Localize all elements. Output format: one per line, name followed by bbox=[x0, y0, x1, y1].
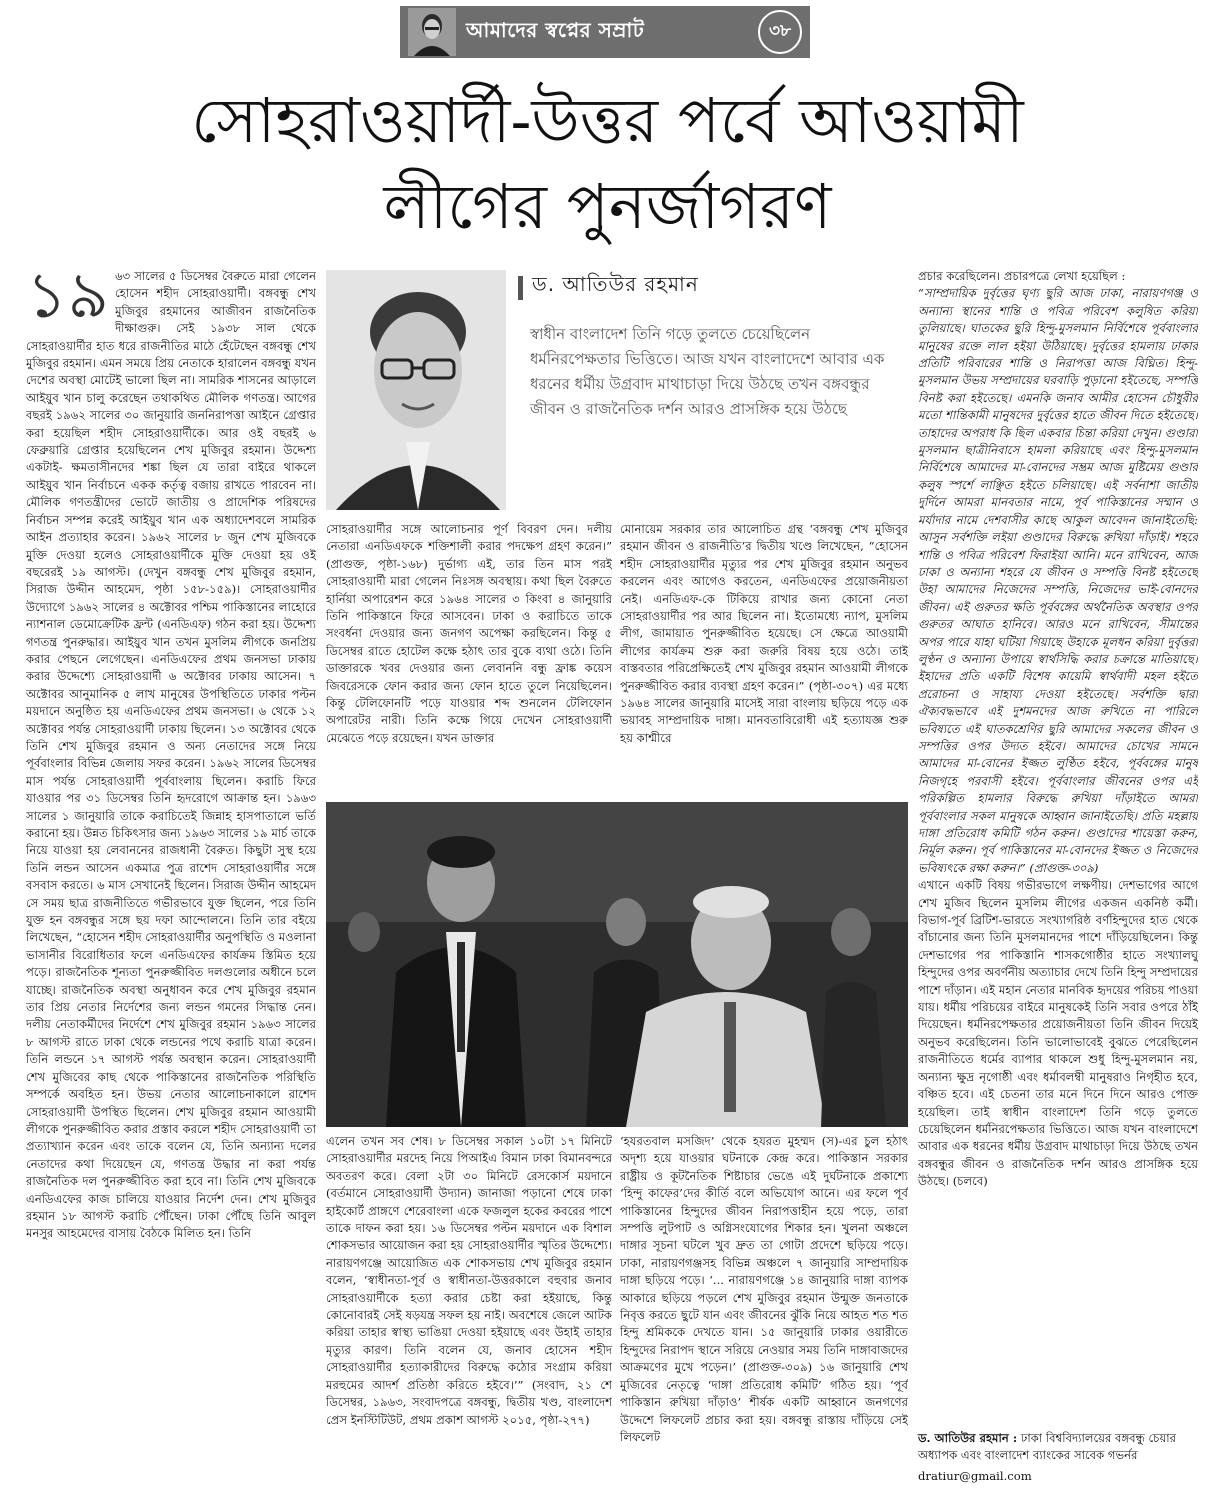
series-title: আমাদের স্বপ্নের সম্রাট bbox=[466, 17, 645, 42]
leaflet-quote-text: “সাম্প্রদায়িক দুর্বৃত্তের ঘৃণ্য ছুরি আজ ঢাকা, নারায়ণগঞ্জ ও অন্যান্য স্থানের শান্তি ও পবিত্র পরিবেশ কলুষিত করিয়া তুলিয়াছে। ঘাতকের ছুরি হিন্দু-মুসলমান নির্বিশেষে পূর্ববাংলার মানুষের রক্তে লাল হইয়া উঠিয়াছে। দুর্বৃত্তের হামলায় ঢাকার প্রতিটি পরিবারের শান্তি ও নিরাপত্তা আজ বিঘ্নিত। হিন্দু-মুসলমান উভয় সম্প্রদায়ের ঘরবাড়ি পুড়ানো হইতেছে, সম্পত্তি বিনষ্ট করা হইতেছে। এমনকি জনাব আমীর হোসেন চৌধুরীর মতো শান্তিকামী মানুষদের দুর্বৃত্তের হাতে জীবন দিতে হইতেছে। তাহাদের অপরাধ কি ছিল একবার চিন্তা করিয়া দেখুন। গুণ্ডারা মুসলমান ছাত্রীনিবাসে হামলা করিয়াছে এবং হিন্দু-মুসলমান নির্বিশেষে আমাদের মা-বোনদের সম্ভ্রম আজ মুষ্টিমেয় গুণ্ডার কলুষ স্পর্শে লাঞ্ছিত হইতে চলিয়াছে। এই সর্বনাশা জাতীয় দুর্দিনে আমরা মানবতার নামে, পূর্ব পাকিস্তানের সম্মান ও মর্যাদার নামে দেশবাসীর কাছে আকুল আবেদন জানাইতেছি: আসুন সর্বশক্তি লইয়া গুণ্ডাদের বিরুদ্ধে রুখিয়া দাঁড়াই। শহরে শান্তি ও পবিত্র পরিবেশ ফিরাইয়া আনি। মনে রাখিবেন, আজ ঢাকা ও অন্যান্য শহরে যে জীবন ও সম্পত্তি বিনষ্ট হইতেছে উহা আমাদের নিজেদের সম্পত্তি, নিজেদের ভাই-বোনদের জীবন। এই গুরুতর ক্ষতি পূর্ববঙ্গের অর্থনৈতিক অবস্থার ওপর গুরুতর আঘাত হানিবে। আরও মনে রাখিবেন, সীমান্তের অপর পারে যাহা ঘটিয়া গিয়াছে উহাকে মূলধন করিয়া দুর্বৃত্তরা লুণ্ঠন ও অন্যান্য উপায়ে স্বার্থসিদ্ধি করার চক্রান্তে মাতিয়াছে। ইহাদের প্রতি একটি বিশেষ কায়েমি স্বার্থবাদী মহল হইতে প্ররোচনা ও সাহায্য দেওয়া হইতেছে। সর্বশক্তি দ্বারা ঐক্যবদ্ধভাবে এই দুশমনদের আজ রুখিতে না পারিলে ভবিষ্যতে এই ঘাতকশ্রেণির ছুরি আমাদের সকলের জীবন ও সম্পত্তির ওপর উদ্যত হইবে। আমাদের চোখের সামনে আমাদের মা-বোনের ইজ্জত লুণ্ঠিত হইবে, পূর্ববঙ্গের মানুষ নিজগৃহে পরবাসী হইবে। পূর্ববাংলার জীবনের ওপর এই পরিকল্পিত হামলার বিরুদ্ধে রুখিয়া দাঁড়াইতে আমরা পূর্ববাংলার সকল মানুষকে আহ্বান জানাইতেছি। প্রতি মহল্লায় দাঙ্গা প্রতিরোধ কমিটি গঠন করুন। গুণ্ডাদের শায়েস্তা করুন, নির্মূল করুন। পূর্ব পাকিস্তানের মা-বোনদের ইজ্জত ও নিজেদের ভবিষ্যৎকে রক্ষা করুন।” bbox=[918, 286, 1198, 875]
author-note-bio: ঢাকা বিশ্ববিদ্যালয়ের বঙ্গবন্ধু চেয়ার অধ্যাপক এবং বাংলাদেশ ব্যাংকের সাবেক গভর্নর bbox=[918, 1431, 1177, 1462]
headline-line1: সোহরাওয়ার্দী-উত্তর পর্বে আওয়ামী bbox=[191, 84, 1024, 157]
drop-cap: ১৯ bbox=[26, 268, 110, 333]
byline: ড. আতিউর রহমান bbox=[532, 272, 699, 296]
article-column-right bbox=[918, 268, 1198, 1418]
archival-photo bbox=[326, 802, 908, 1127]
leaflet-quote-source: (প্রাগুক্ত-৩০৯) bbox=[1025, 860, 1099, 875]
headline-line2: লীগের পুনর্জাগরণ bbox=[383, 170, 832, 243]
series-banner bbox=[400, 6, 810, 58]
article-column-mid1-upper bbox=[326, 521, 612, 795]
article-column-mid1-lower bbox=[326, 1133, 612, 1488]
mid2-upper-text: মোনায়েম সরকার তার আলোচিত গ্রন্থ ‘বঙ্গবন্ধু শেখ মুজিবুর রহমান জীবন ও রাজনীতি’র দ্বিতীয় খণ্ডে লিখেছেন, “হোসেন শহীদ সোহরাওয়ার্দীর মৃত্যুর পর শেখ মুজিবুর রহমান অনুভব করলেন এবং আগেও করতেন, এনডিএফের প্রয়োজনীয়তা নেই। এনডিএফ-কে টিকিয়ে রাখার জন্য কোনো নেতা সোহরাওয়ার্দীর পর আর ছিলেন না। ইতোমধ্যে ন্যাপ, মুসলিম লীগ, জামায়াত পুনরুজ্জীবিত হয়েছে। সে ক্ষেত্রে আওয়ামী লীগের কার্যক্রম শুরু করা জরুরি বিষয় হয়ে ওঠে। তাই বাস্তবতার পরিপ্রেক্ষিতেই শেখ মুজিবুর রহমান আওয়ামী লীগকে পুনরুজ্জীবিত করার ব্যবস্থা গ্রহণ করেন।” (পৃষ্ঠা-৩০৭) এর মধ্যে ১৯৬৪ সালের জানুয়ারি মাসেই সারা বাংলায় ছড়িয়ে পড়ে এক ভয়াবহ সাম্প্রদায়িক দাঙ্গা। মানবতাবিরোধী এই হত্যাযজ্ঞ শুরু হয় কাশ্মীরে bbox=[620, 522, 908, 745]
mid2-lower-text: ‘হযরতবাল মসজিদ’ থেকে হযরত মুহম্মদ (স)-এর চুল হঠাৎ অদৃশ্য হয়ে যাওয়ার ঘটনাকে কেন্দ্র করে। পাকিস্তান সরকার রাষ্ট্রীয় ও কূটনৈতিক শিষ্টাচার ভেঙে এই দুর্ঘটনাকে প্রকাশ্যে ‘হিন্দু কাফের’দের কীর্তি বলে অভিযোগ আনে। এর ফলে পূর্ব পাকিস্তানের হিন্দুদের জীবন নিরাপত্তাহীন হয়ে পড়ে, তারা সম্পত্তি লুটপাট ও অগ্নিসংযোগের শিকার হন। খুলনা অঞ্চলে দাঙ্গার সূচনা ঘটলে খুব দ্রুত তা গোটা প্রদেশে ছড়িয়ে পড়ে। ঢাকা, নারায়ণগঞ্জসহ বিভিন্ন অঞ্চলে ৭ জানুয়ারি সাম্প্রদায়িক দাঙ্গা ছড়িয়ে পড়ে। ‘... নারায়ণগঞ্জে ১৪ জানুয়ারি দাঙ্গা ব্যাপক আকারে ছড়িয়ে পড়লে শেখ মুজিবুর রহমান উন্মুক্ত জনতাকে নিবৃত্ত করতে ছুটে যান এবং জীবনের ঝুঁকি নিয়ে আহত শত শত হিন্দু শ্রমিককে দেখতে যান। ১৫ জানুয়ারি ঢাকার ওয়ারীতে হিন্দুদের নিরাপদ স্থানে সরিয়ে নেওয়ার সময় তিনি দাঙ্গাবাজদের আক্রমণের মুখে পড়েন।’ (প্রাগুক্ত-৩০৯) ১৬ জানুয়ারি শেখ মুজিবের নেতৃত্বে ‘দাঙ্গা প্রতিরোধ কমিটি’ গঠিত হয়। ‘পূর্ব পাকিস্তান রুখিয়া দাঁড়াও’ শীর্ষক একটি আহ্বানে জনগণের উদ্দেশে লিফলেট প্রচার করা হয়। বঙ্গবন্ধু রাস্তায় দাঁড়িয়ে সেই লিফলেট bbox=[620, 1134, 908, 1444]
mid1-lower-text: এলেন তখন সব শেষ। ৮ ডিসেম্বর সকাল ১০টা ১৭ মিনিটে সোহরাওয়ার্দীর মরদেহ নিয়ে পিআইএ বিমান ঢাকা বিমানবন্দরে অবতরণ করে। বেলা ২টা ৩০ মিনিটে রেসকোর্স ময়দানে (বর্তমানে সোহরাওয়ার্দী উদ্যান) জানাজা পড়ানো শেষে ঢাকা হাইকোর্ট প্রাঙ্গণে শেরেবাংলা একে ফজলুল হকের কবরের পাশে তাকে দাফন করা হয়। ১৬ ডিসেম্বর পল্টন ময়দানে এক বিশাল শোকসভার আয়োজন করা হয় সোহরাওয়ার্দীর স্মৃতির উদ্দেশ্যে। নারায়ণগঞ্জে আয়োজিত এক শোকসভায় শেখ মুজিবুর রহমান বলেন, ‘স্বাধীনতা-পূর্ব ও স্বাধীনতা-উত্তরকালে বহুবার জনাব সোহরাওয়ার্দীকে হত্যা করার চেষ্টা করা হইয়াছে, কিন্তু কোনোবারই সেই ষড়যন্ত্র সফল হয় নাই। অবশেষে জেলে আটক করিয়া তাহার স্বাস্থ্য ভাঙিয়া দেওয়া হইয়াছে এবং উহাই তাহার মৃত্যুর কারণ। তিনি বলেন যে, জনাব হোসেন শহীদ সোহরাওয়ার্দীর হত্যাকারীদের বিরুদ্ধে কঠোর সংগ্রাম করিয়া মরহুমের আদর্শ প্রতিষ্ঠা করিতে হইবে।’” (সংবাদ, ২১ শে ডিসেম্বর, ১৯৬৩, সংবাদপত্রে বঙ্গবন্ধু, দ্বিতীয় খণ্ড, বাংলাদেশ প্রেস ইনস্টিটিউট, প্রথম প্রকাশ আগস্ট ২০১৫, পৃষ্ঠা-২৭৭) bbox=[326, 1134, 612, 1427]
pull-quote: স্বাধীন বাংলাদেশ তিনি গড়ে তুলতে চেয়েছিলেন ধর্মনিরপেক্ষতার ভিত্তিতে। আজ যখন বাংলাদেশে আবার এক ধরনের ধর্মীয় উগ্রবাদ মাথাচাড়া দিয়ে উঠছে তখন বঙ্গবন্ধুর জীবন ও রাজনৈতিক দর্শন আরও প্রাসঙ্গিক হয়ে উঠছে bbox=[530, 325, 885, 418]
left-column-text: ৬৩ সালের ৫ ডিসেম্বর বৈরুতে মারা গেলেন হোসেন শহীদ সোহরাওয়ার্দী। বঙ্গবন্ধু শেখ মুজিবুর রহমানের আজীবন রাজনৈতিক দীক্ষাগুরু। সেই ১৯৩৮ সাল থেকে সোহরাওয়ার্দীর হাত ধরে রাজনীতির মাঠে হেঁটেছেন বঙ্গবন্ধু শেখ মুজিবুর রহমান। এমন সময়ে প্রিয় নেতাকে হারালেন বঙ্গবন্ধু যখন দেশের অবস্থা মোটেই ভালো ছিল না। সামরিক শাসনের আড়ালে আইয়ুব খান চালু করেছেন তথাকথিত মৌলিক গণতন্ত্র। আগের বছরই ১৯৬২ সালের ৩০ জানুয়ারি জননিরাপত্তা আইনে গ্রেপ্তার করা হয়েছিল শহীদ সোহরাওয়ার্দীকে। আর ওই বছরই ৬ ফেব্রুয়ারি গ্রেপ্তার হয়েছিলেন শেখ মুজিবুর রহমান। উদ্দেশ্য একটাই- ক্ষমতাসীনদের শঙ্কা ছিল যে তারা বাইরে থাকলে আইয়ুব খান নির্বাচনে একক কর্তৃত্ব বজায় রাখতে পারবেন না। মৌলিক গণতন্ত্রীদের ভোটে জাতীয় ও প্রাদেশিক পরিষদের নির্বাচন সম্পন্ন করেই আইয়ুব খান এক অধ্যাদেশবলে সামরিক আইন প্রত্যাহার করেন। ১৯৬২ সালের ৮ জুন শেখ মুজিবকে মুক্তি দেওয়া হলেও সোহরাওয়ার্দীকে মুক্তি দেওয়া হয় ওই বছরেরই ১৯ আগস্ট। (দেখুন বঙ্গবন্ধু শেখ মুজিবুর রহমান, সিরাজ উদ্দীন আহমেদ, পৃষ্ঠা ১৫৮-১৫৯)। সোহরাওয়ার্দীর উদ্যোগে ১৯৬২ সালের ৪ অক্টোবর পশ্চিম পাকিস্তানের লাহোরে ন্যাশনাল ডেমোক্রেটিক ফ্রন্ট (এনডিএফ) গঠন করা হয়। উদ্দেশ্য গণতন্ত্র পুনরুদ্ধার। আইয়ুব খান তখন মুসলিম লীগকে জনপ্রিয় করার পেছনে লেগেছেন। এনডিএফের প্রথম জনসভা ঢাকায় করার উদ্দেশ্যে সোহরাওয়ার্দী ৬ অক্টোবর ঢাকায় আসেন। ৭ অক্টোবর আনুমানিক ৫ লাখ মানুষের উপস্থিতিতে ঢাকার পল্টন ময়দানে অনুষ্ঠিত হয় এনডিএফের প্রথম জনসভা। ৬ থেকে ১২ অক্টোবর পর্যন্ত সোহরাওয়ার্দী ঢাকায় ছিলেন। ১৩ অক্টোবর থেকে তিনি শেখ মুজিবুর রহমান ও অন্য নেতাদের সঙ্গে নিয়ে পূর্ববাংলার বিভিন্ন জেলায় সফর করেন। ১৯৬২ সালের ডিসেম্বর মাস পর্যন্ত সোহরাওয়ার্দী পূর্ববাংলায় ছিলেন। করাচি ফিরে যাওয়ার পর ৩১ ডিসেম্বর তিনি হৃদরোগে আক্রান্ত হন। ১৯৬৩ সালের ১ জানুয়ারি তাকে করাচিতেই জিন্নাহ হাসপাতালে ভর্তি করানো হয়। উন্নত চিকিৎসার জন্য ১৯৬৩ সালের ১৯ মার্চ তাকে নিয়ে যাওয়া হয় লেবাননের রাজধানী বৈরুত। কিছুটা সুস্থ হয়ে তিনি লন্ডন আসেন একমাত্র পুত্র রাশেদ সোহরাওয়ার্দীর সঙ্গে বসবাস করতে। ৬ মাস সেখানেই ছিলেন। সিরাজ উদ্দীন আহমেদ সে সময় ছাত্র রাজনীতিতে গভীরভাবে যুক্ত ছিলেন, পরে তিনি যুক্ত হন বঙ্গবন্ধুর সঙ্গে ছয় দফা আন্দোলনে। তিনি তার বইয়ে লিখেছেন, “হোসেন শহীদ সোহরাওয়ার্দীর অনুপস্থিতি ও মওলানা ভাসানীর বিরোধিতার ফলে এনডিএফের কার্যক্রম স্তিমিত হয়ে পড়ে। রাজনৈতিক শূন্যতা পুনরুজ্জীবিত দলগুলোর অধীনে চলে যাচ্ছে। রাজনৈতিক অবস্থা অনুধাবন করে শেখ মুজিবুর রহমান তার প্রিয় নেতার নির্দেশের জন্য লন্ডন গমনের সিদ্ধান্ত নেন। দলীয় নেতাকর্মীদের নির্দেশে শেখ মুজিবুর রহমান ১৯৬৩ সালের ৮ আগস্ট রাতে ঢাকা থেকে লন্ডনের পথে করাচি যাত্রা করেন। তিনি লন্ডনে ১৭ আগস্ট পর্যন্ত অবস্থান করেন। সোহরাওয়ার্দী শেখ মুজিবের কাছ থেকে পাকিস্তানের রাজনৈতিক পরিস্থিতি সম্পর্কে অবহিত হন। উভয় নেতার আলোচনাকালে রাশেদ সোহরাওয়ার্দী উপস্থিত ছিলেন। শেখ মুজিবুর রহমান আওয়ামী লীগকে পুনরুজ্জীবিত করার প্রস্তাব করলে শহীদ সোহরাওয়ার্দী তা প্রত্যাখ্যান করেন এবং তাকে বলেন যে, তিনি অন্যান্য দলের নেতাদের কথা দিয়েছেন যে, গণতন্ত্র উদ্ধার না করা পর্যন্ত রাজনৈতিক দল পুনরুজ্জীবিত করা হবে না। তিনি শেখ মুজিবকে এনডিএফের কাজ চালিয়ে যাওয়ার নির্দেশ দেন। শেখ মুজিবুর রহমান ১৮ আগস্ট করাচি পৌঁছেন। ঢাকা পৌঁছে তিনি আবুল মনসুর আহমেদের বাসায় বৈঠকে মিলিত হন। তিনি bbox=[26, 269, 316, 1241]
right-column-intro: প্রচার করেছিলেন। প্রচারপত্রে লেখা হয়েছিল : bbox=[918, 269, 1126, 283]
author-email[interactable]: dratiur@gmail.com bbox=[918, 1469, 1032, 1483]
author-note bbox=[918, 1430, 1198, 1485]
article-column-left bbox=[26, 268, 316, 1488]
author-note-name: ড. আতিউর রহমান : bbox=[918, 1431, 1018, 1445]
episode-number: ৩৮ bbox=[758, 10, 802, 54]
headline bbox=[40, 78, 1175, 250]
article-column-mid2-lower bbox=[620, 1133, 908, 1488]
portrait-icon bbox=[408, 8, 456, 56]
mid1-upper-text: সোহরাওয়ার্দীর সঙ্গে আলোচনার পূর্ণ বিবরণ দেন। দলীয় নেতারা এনডিএফকে শক্তিশালী করার পদক্ষেপ গ্রহণ করেন।” (প্রাগুক্ত, পৃষ্ঠা-১৬৮) দুর্ভাগ্য এই, তার তিন মাস পরই সোহরাওয়ার্দী মারা গেলেন নিঃসঙ্গ অবস্থায়। কথা ছিল বৈরুতে হার্নিয়া অপারেশন করে ১৯৬৪ সালের ৩ কিংবা ৪ জানুয়ারি তিনি পাকিস্তানে ফিরে আসবেন। ঢাকা ও করাচিতে তাকে সংবর্ধনা দেওয়ার জন্য জনগণ অপেক্ষা করছিলেন। কিন্তু ৫ ডিসেম্বর রাতে হোটেল কক্ষে হঠাৎ তার বুকে ব্যথা ওঠে। তিনি ডাক্তারকে খবর দেওয়ার জন্য লেবাননি বন্ধু ফ্রাঙ্ক কয়েস জিবরেসকে ফোন করার জন্য ফোন হাতে তুলে নিয়েছিলেন। কিন্তু টেলিফোনটি পড়ে যাওয়ার শব্দ শুনলেন টেলিফোন অপারেটর নারী। তিনি কক্ষে গিয়ে দেখেন সোহরাওয়ার্দী মেঝেতে পড়ে রয়েছেন। যখন ডাক্তার bbox=[326, 522, 612, 745]
author-photo bbox=[326, 270, 506, 510]
leaflet-quote bbox=[918, 285, 1198, 877]
article-column-mid2-upper bbox=[620, 521, 908, 795]
byline-bar bbox=[518, 276, 523, 300]
right-column-text: এখানে একটি বিষয় গভীরভাগে লক্ষণীয়। দেশভাগের আগে শেখ মুজিব ছিলেন মুসলিম লীগের একজন একনিষ্ঠ কর্মী। বিভাগ-পূর্ব ব্রিটিশ-ভারতে সংখ্যাগরিষ্ঠ বর্ণহিন্দুদের হাত থেকে বাঁচানোর জন্য তিনি মুসলমানদের পাশে দাঁড়িয়েছিলেন। কিন্তু দেশভাগের পর পাকিস্তানি শাসকগোষ্ঠীর হাতে সংখ্যালঘু হিন্দুদের ওপর অবর্ণনীয় অত্যাচার দেখে তিনি হিন্দু সম্প্রদায়ের পাশে দাঁড়ান। এই মহান নেতার মানবিক হৃদয়ের পরিচয় পাওয়া যায়। ধর্মীয় পরিচয়ের বাইরে মানুষকেই তিনি সবার ওপরে ঠাঁই দিয়েছেন। ধর্মনিরপেক্ষতার প্রয়োজনীয়তা তিনি জীবন দিয়েই অনুভব করেছিলেন। তিনি ভালোভাবেই বুঝতে পেরেছিলেন রাজনীতিতে ধর্মের ব্যাপার থাকলে শুধু হিন্দু-মুসলমান নয়, অন্যান্য ক্ষুদ্র নৃগোষ্ঠী এবং ধর্মাবলম্বী মানুষরাও নিগৃহীত হবে, বঞ্চিত হবে। এই চেতনা তার মনে দিনে দিনে আরও পোক্ত হয়েছিল। তাই স্বাধীন বাংলাদেশ তিনি গড়ে তুলতে চেয়েছিলেন ধর্মনিরপেক্ষতার ভিত্তিতে। আজ যখন বাংলাদেশে আবার এক ধরনের ধর্মীয় উগ্রবাদ মাথাচাড়া দিয়ে উঠছে তখন বঙ্গবন্ধুর জীবন ও রাজনৈতিক দর্শন আরও প্রাসঙ্গিক হয়ে উঠছে। (চলবে) bbox=[918, 878, 1198, 1189]
